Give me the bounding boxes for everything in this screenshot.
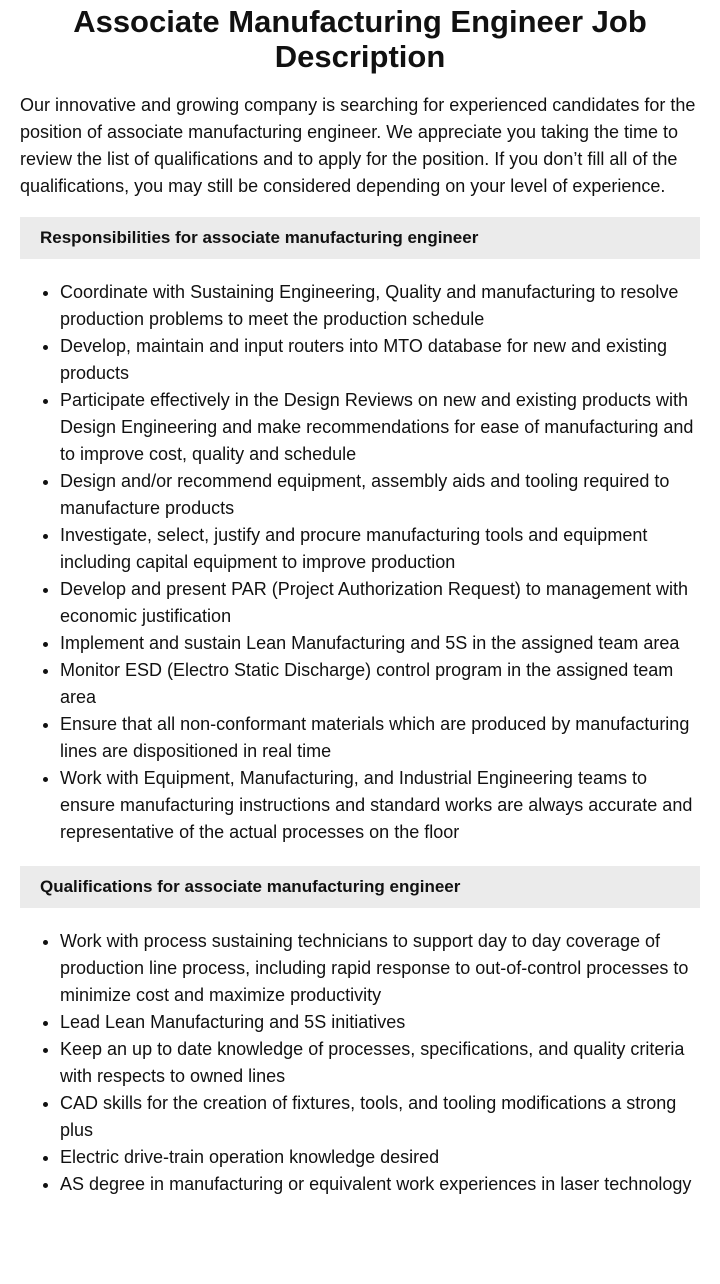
intro-paragraph: Our innovative and growing company is searching for experienced candidates for the position of associate manufacturing engineer. We appreciate you taking the time to review the list of qualifications and to apply for the position. If you don’t fill all of the qualifications, you may still be considered depending on your level of experience. xyxy=(20,95,696,196)
list-item: • AS degree in manufacturing or equivalent work experiences in laser technology xyxy=(60,1171,700,1198)
list-item: • Electric drive-train operation knowledge desired xyxy=(60,1144,700,1171)
list-item: • Investigate, select, justify and procure manufacturing tools and equipment including capital equipment to improve production xyxy=(60,522,700,576)
qualifications-list xyxy=(20,928,700,1198)
page-title: Associate Manufacturing Engineer Job Description xyxy=(73,4,647,74)
list-item: • Keep an up to date knowledge of processes, specifications, and quality criteria with respects to owned lines xyxy=(60,1036,700,1090)
list-item: • Monitor ESD (Electro Static Discharge) control program in the assigned team area xyxy=(60,657,700,711)
list-item: • Coordinate with Sustaining Engineering, Quality and manufacturing to resolve production problems to meet the production schedule xyxy=(60,279,700,333)
list-item: • Implement and sustain Lean Manufacturing and 5S in the assigned team area xyxy=(60,630,700,657)
list-item: • CAD skills for the creation of fixtures, tools, and tooling modifications a strong plus xyxy=(60,1090,700,1144)
responsibilities-heading: Responsibilities for associate manufacturing engineer xyxy=(20,217,700,259)
list-item: • Design and/or recommend equipment, assembly aids and tooling required to manufacture products xyxy=(60,468,700,522)
list-item: • Work with process sustaining technicians to support day to day coverage of production line process, including rapid response to out-of-control processes to minimize cost and maximize productivity xyxy=(60,928,700,1009)
job-description xyxy=(0,4,720,1198)
list-item: • Work with Equipment, Manufacturing, and Industrial Engineering teams to ensure manufacturing instructions and standard works are always accurate and representative of the actual processes on the floor xyxy=(60,765,700,846)
list-item: • Ensure that all non-conformant materials which are produced by manufacturing lines are dispositioned in real time xyxy=(60,711,700,765)
responsibilities-list xyxy=(20,279,700,846)
qualifications-heading: Qualifications for associate manufacturing engineer xyxy=(20,866,700,908)
list-item: • Develop, maintain and input routers into MTO database for new and existing products xyxy=(60,333,700,387)
list-item: • Participate effectively in the Design Reviews on new and existing products with Design Engineering and make recommendations for ease of manufacturing and to improve cost, quality and schedule xyxy=(60,387,700,468)
list-item: • Lead Lean Manufacturing and 5S initiatives xyxy=(60,1009,700,1036)
list-item: • Develop and present PAR (Project Authorization Request) to management with economic justification xyxy=(60,576,700,630)
